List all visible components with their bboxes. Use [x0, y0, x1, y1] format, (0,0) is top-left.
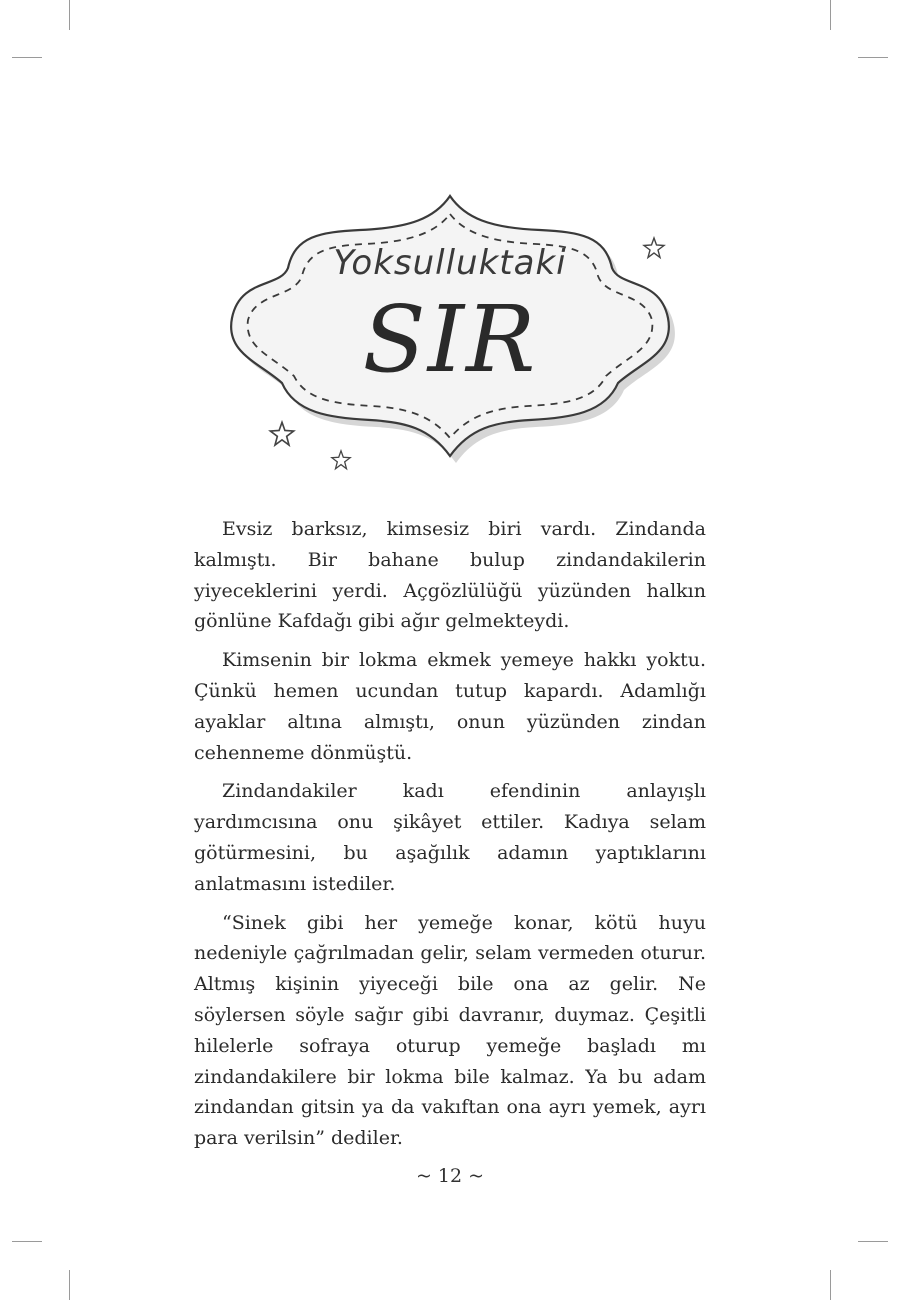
paragraph: Kimsenin bir lokma ekmek yemeye hakkı yoktu. Çünkü hemen ucundan tutup kapardı. Adamlığı ayaklar altına almıştı, onun yüzünden zindan cehenneme dönmüştü.	[194, 649, 706, 764]
page-number: ~ 12 ~	[415, 1165, 485, 1187]
crop-mark	[858, 57, 888, 58]
crop-mark	[858, 1241, 888, 1242]
title-line-2: SIR	[362, 286, 538, 393]
crop-mark	[69, 0, 70, 30]
crop-mark	[830, 1270, 831, 1300]
crop-mark	[12, 57, 42, 58]
story-body	[194, 514, 706, 1162]
crop-mark	[69, 1270, 70, 1300]
paragraph: Evsiz barksız, kimsesiz biri vardı. Zindanda kalmıştı. Bir bahane bulup zindandakilerin yiyeceklerini yerdi. Açgözlülüğü yüzünden halkın gönlüne Kafdağı gibi ağır gelmekteydi.	[194, 518, 706, 633]
paragraph: Zindandakiler kadı efendinin anlayışlı yardımcısına onu şikâyet ettiler. Kadıya selam götürmesini, bu aşağılık adamın yaptıklarını anlatmasını istediler.	[194, 780, 706, 895]
crop-mark	[12, 1241, 42, 1242]
star-icon	[642, 236, 666, 260]
star-icon	[330, 449, 352, 471]
crop-mark	[830, 0, 831, 30]
paragraph: “Sinek gibi her yemeğe konar, kötü huyu nedeniyle çağrılmadan gelir, selam vermeden oturur. Altmış kişinin yiyeceği bile ona az gelir. Ne söylersen söyle sağır gibi davranır, duymaz. Çeşitli hilelerle sofraya oturup yemeğe başladı mı zindandakilere bir lokma bile kalmaz. Ya bu adam zindandan gitsin ya da vakıftan ona ayrı yemek, ayrı para verilsin” dediler.	[194, 911, 706, 1150]
star-icon	[268, 420, 296, 448]
title-line-1: Yoksulluktaki	[333, 243, 567, 283]
